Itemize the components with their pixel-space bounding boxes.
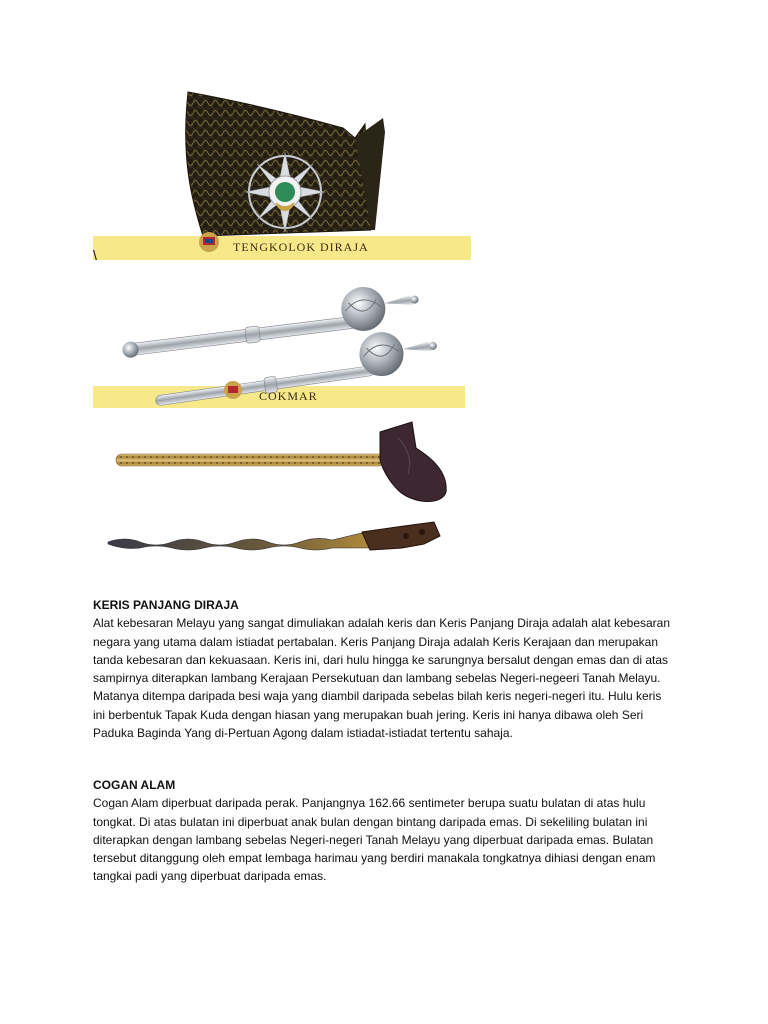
section-heading: COGAN ALAM [93,778,176,792]
tengkolok-figure [93,88,473,260]
keris-sheath-image [112,418,452,510]
stray-character: \ [93,247,97,263]
tengkolok-caption: TENGKOLOK DIRAJA [233,240,369,254]
keris-sheath-figure [112,418,452,510]
keris-blade-image [104,518,444,574]
keris-blade-figure [104,518,444,574]
section-body: Cogan Alam diperbuat daripada perak. Panjangnya 162.66 sentimeter berupa suatu bulatan di atas hulu tongkat. Di atas bulatan ini diperbuat anak bulan dengan bintang daripada emas. Di sekeliling bulatan ini diterapkan dengan lambang sebelas Negeri-negeri Tanah Melayu yang diperbuat daripada emas. Bulatan tersebut ditanggung oleh empat lembaga harimau yang berdiri manakala tongkatnya dihiasi dengan enam tangkai padi yang diperbuat daripada emas. [93,796,656,884]
section-cogan-alam [93,776,673,886]
cokmar-image [93,262,473,410]
tengkolok-image [93,88,473,260]
section-keris-panjang-diraja [93,596,673,742]
section-heading: KERIS PANJANG DIRAJA [93,598,239,612]
cokmar-caption: COKMAR [259,389,318,403]
cokmar-figure [93,262,473,410]
section-body: Alat kebesaran Melayu yang sangat dimuliakan adalah keris dan Keris Panjang Diraja adalah alat kebesaran negara yang utama dalam istiadat pertabalan. Keris Panjang Diraja adalah Keris Kerajaan dan merupakan tanda kebesaran dan kekuasaan. Keris ini, dari hulu hingga ke sarungnya bersalut dengan emas dan di atas sampirnya diterapkan lambang Kerajaan Persekutuan dan lambang sebelas Negeri-negeeri Tanah Melayu. Matanya ditempa daripada besi waja yang diambil daripada sebelas bilah keris negeri-negeri itu. Hulu keris ini berbentuk Tapak Kuda dengan hiasan yang merupakan buah jering. Keris ini hanya dibawa oleh Seri Paduka Baginda Yang di-Pertuan Agong dalam istiadat-istiadat tertentu sahaja. [93,616,671,741]
